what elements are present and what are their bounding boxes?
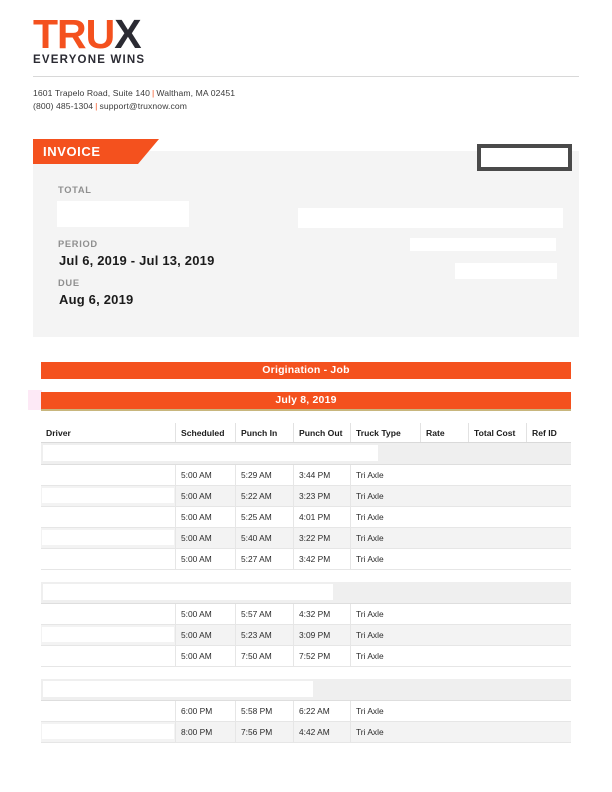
cell-rate [420, 604, 468, 624]
group-header-row [41, 582, 571, 604]
cell-truck-type: Tri Axle [350, 625, 420, 645]
cell-punch-out: 6:22 AM [293, 701, 350, 721]
table-row[interactable] [41, 625, 571, 646]
line-item-group [41, 582, 571, 667]
cell-scheduled: 5:00 AM [175, 625, 235, 645]
table-row[interactable] [41, 604, 571, 625]
cell-ref-id [526, 528, 571, 548]
total-label: TOTAL [58, 185, 92, 195]
driver-name-redacted [42, 724, 174, 739]
group-header-redacted [43, 584, 333, 600]
invoice-summary-panel [33, 151, 579, 337]
cell-scheduled: 6:00 PM [175, 701, 235, 721]
group-header-row [41, 679, 571, 701]
cell-scheduled: 5:00 AM [175, 465, 235, 485]
column-header-truck-type: Truck Type [350, 423, 420, 442]
company-address [33, 87, 235, 112]
address-line-2 [33, 100, 235, 113]
driver-name-redacted [42, 530, 174, 545]
driver-name-redacted [42, 488, 174, 503]
invoice-ribbon: INVOICE [33, 139, 138, 164]
cell-truck-type: Tri Axle [350, 528, 420, 548]
company-logo [33, 12, 253, 66]
cell-scheduled: 5:00 AM [175, 549, 235, 569]
table-row[interactable] [41, 549, 571, 570]
table-row[interactable] [41, 486, 571, 507]
cell-truck-type: Tri Axle [350, 465, 420, 485]
cell-punch-in: 5:22 AM [235, 486, 293, 506]
cell-ref-id [526, 701, 571, 721]
column-header-total-cost: Total Cost [468, 423, 526, 442]
cell-driver [41, 486, 175, 506]
cell-rate [420, 528, 468, 548]
cell-scheduled: 5:00 AM [175, 528, 235, 548]
cell-rate [420, 486, 468, 506]
table-row[interactable] [41, 465, 571, 486]
column-header-punch-out: Punch Out [293, 423, 350, 442]
cell-rate [420, 722, 468, 742]
cell-truck-type: Tri Axle [350, 604, 420, 624]
line-item-group [41, 679, 571, 743]
bill-to-redacted-line-1 [298, 208, 563, 228]
driver-name-redacted [42, 703, 174, 718]
cell-driver [41, 646, 175, 666]
banner-shadow [41, 409, 571, 411]
origination-banner: Origination - Job [41, 362, 571, 379]
group-header-redacted [43, 445, 378, 461]
cell-driver [41, 528, 175, 548]
due-label: DUE [58, 278, 80, 288]
logo-text-accent: X [114, 11, 141, 57]
cell-punch-in: 5:40 AM [235, 528, 293, 548]
logo-wordmark [33, 12, 253, 56]
cell-ref-id [526, 604, 571, 624]
cell-driver [41, 549, 175, 569]
cell-ref-id [526, 549, 571, 569]
cell-rate [420, 625, 468, 645]
cell-punch-out: 4:42 AM [293, 722, 350, 742]
cell-total-cost [468, 625, 526, 645]
column-header-driver: Driver [46, 427, 71, 438]
cell-rate [420, 465, 468, 485]
cell-scheduled: 5:00 AM [175, 486, 235, 506]
cell-scheduled: 5:00 AM [175, 646, 235, 666]
cell-punch-out: 3:44 PM [293, 465, 350, 485]
period-value: Jul 6, 2019 - Jul 13, 2019 [59, 253, 215, 268]
cell-total-cost [468, 604, 526, 624]
group-spacer [41, 667, 571, 679]
cell-ref-id [526, 465, 571, 485]
ribbon-tail-icon [138, 139, 159, 164]
group-header-redacted [43, 681, 313, 697]
customer-logo-stamp [477, 144, 572, 171]
bill-to-redacted-line-3 [455, 263, 557, 279]
cell-driver [41, 701, 175, 721]
cell-punch-out: 4:01 PM [293, 507, 350, 527]
cell-punch-out: 3:42 PM [293, 549, 350, 569]
cell-truck-type: Tri Axle [350, 722, 420, 742]
cell-ref-id [526, 625, 571, 645]
cell-ref-id [526, 486, 571, 506]
cell-total-cost [468, 722, 526, 742]
total-value-redacted [57, 201, 189, 227]
cell-truck-type: Tri Axle [350, 507, 420, 527]
cell-scheduled: 5:00 AM [175, 604, 235, 624]
group-spacer [41, 570, 571, 582]
cell-punch-in: 5:57 AM [235, 604, 293, 624]
column-header-scheduled: Scheduled [175, 423, 235, 442]
driver-name-redacted [42, 627, 174, 642]
cell-driver [41, 722, 175, 742]
cell-total-cost [468, 465, 526, 485]
cell-punch-in: 5:27 AM [235, 549, 293, 569]
logo-tagline: EVERYONE WINS [33, 54, 146, 66]
driver-name-redacted [42, 551, 174, 566]
customer-logo-redacted [481, 148, 568, 167]
driver-name-redacted [42, 606, 174, 621]
table-row[interactable] [41, 646, 571, 667]
cell-truck-type: Tri Axle [350, 486, 420, 506]
cell-punch-in: 5:25 AM [235, 507, 293, 527]
table-header-row [41, 423, 571, 443]
cell-truck-type: Tri Axle [350, 701, 420, 721]
cell-truck-type: Tri Axle [350, 549, 420, 569]
cell-total-cost [468, 646, 526, 666]
driver-name-redacted [42, 648, 174, 663]
cell-total-cost [468, 701, 526, 721]
cell-punch-out: 3:22 PM [293, 528, 350, 548]
header-divider [33, 76, 579, 77]
cell-punch-out: 4:32 PM [293, 604, 350, 624]
render-artifact [28, 390, 42, 410]
cell-total-cost [468, 549, 526, 569]
cell-punch-in: 7:50 AM [235, 646, 293, 666]
column-header-rate: Rate [420, 423, 468, 442]
cell-total-cost [468, 528, 526, 548]
line-item-group [41, 443, 571, 570]
group-header-row [41, 443, 571, 465]
street-address: 1601 Trapelo Road, Suite 140 [33, 88, 150, 98]
table-row[interactable] [41, 528, 571, 549]
cell-scheduled: 5:00 AM [175, 507, 235, 527]
cell-punch-in: 5:29 AM [235, 465, 293, 485]
phone-number: (800) 485-1304 [33, 100, 94, 111]
cell-punch-out: 3:23 PM [293, 486, 350, 506]
cell-driver [41, 507, 175, 527]
city-state-zip: Waltham, MA 02451 [156, 88, 236, 98]
cell-driver [41, 604, 175, 624]
driver-name-redacted [42, 467, 174, 482]
table-row[interactable] [41, 701, 571, 722]
cell-punch-in: 5:23 AM [235, 625, 293, 645]
table-row[interactable] [41, 722, 571, 743]
cell-scheduled: 8:00 PM [175, 722, 235, 742]
column-header-ref-id: Ref ID [526, 423, 571, 442]
cell-punch-out: 7:52 PM [293, 646, 350, 666]
support-email: support@truxnow.com [99, 100, 188, 111]
contact-separator-icon: | [95, 100, 98, 111]
period-label: PERIOD [58, 239, 98, 249]
logo-text-primary: TRU [33, 11, 115, 57]
cell-punch-out: 3:09 PM [293, 625, 350, 645]
cell-ref-id [526, 722, 571, 742]
bill-to-redacted-line-2 [410, 238, 556, 251]
address-line-1 [33, 87, 235, 100]
cell-punch-in: 5:58 PM [235, 701, 293, 721]
address-separator-icon: | [152, 88, 155, 98]
cell-driver [41, 625, 175, 645]
cell-rate [420, 646, 468, 666]
cell-truck-type: Tri Axle [350, 646, 420, 666]
table-body [41, 443, 571, 743]
table-row[interactable] [41, 507, 571, 528]
cell-rate [420, 701, 468, 721]
driver-name-redacted [42, 509, 174, 524]
cell-rate [420, 549, 468, 569]
cell-total-cost [468, 486, 526, 506]
due-value: Aug 6, 2019 [59, 292, 134, 307]
line-items-table [41, 423, 571, 743]
cell-rate [420, 507, 468, 527]
cell-punch-in: 7:56 PM [235, 722, 293, 742]
cell-ref-id [526, 507, 571, 527]
cell-total-cost [468, 507, 526, 527]
cell-ref-id [526, 646, 571, 666]
column-header-punch-in: Punch In [235, 423, 293, 442]
cell-driver [41, 465, 175, 485]
date-banner: July 8, 2019 [41, 392, 571, 409]
